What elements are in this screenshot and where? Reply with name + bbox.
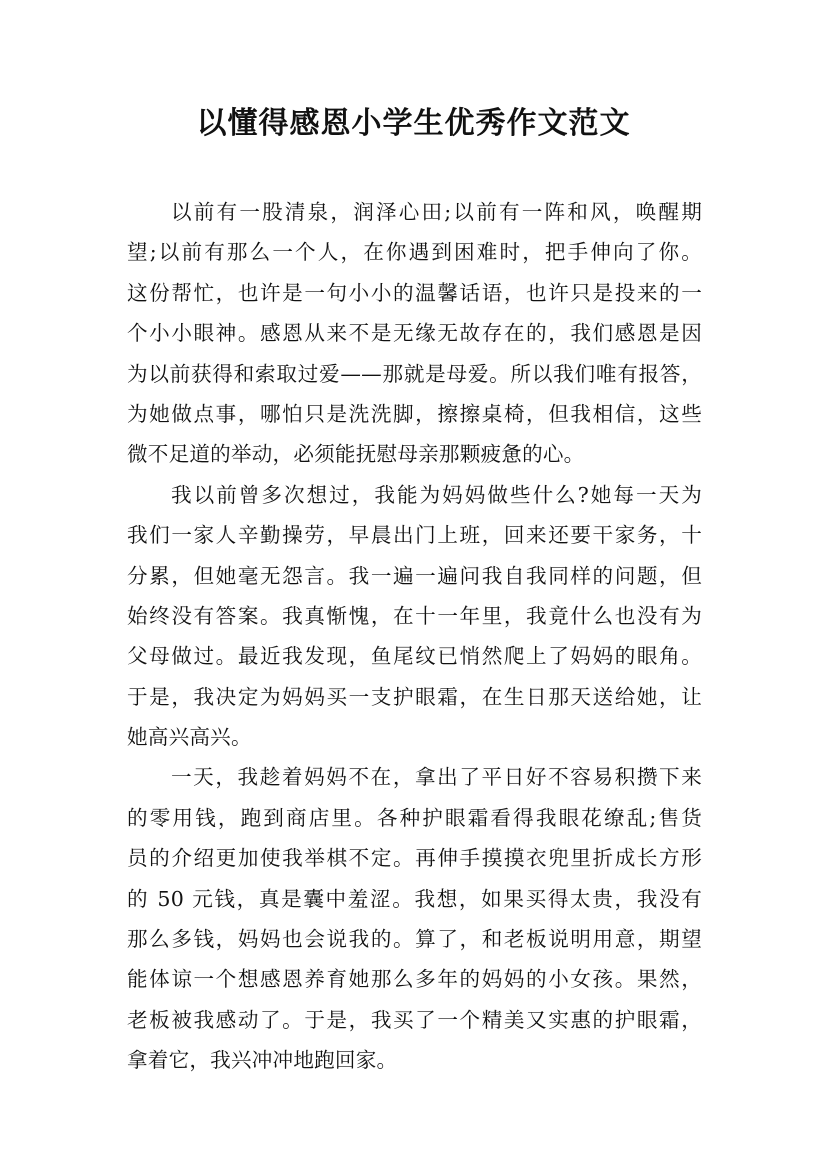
paragraph-line: 微不足道的举动，必须能抚慰母亲那颗疲惫的心。 bbox=[127, 442, 585, 467]
paragraph-line: 的零用钱，跑到商店里。各种护眼霜看得我眼花缭乱;售货 bbox=[127, 805, 702, 830]
document-title: 以懂得感恩小学生优秀作文范文 bbox=[196, 106, 631, 141]
paragraph-line: 为以前获得和索取过爱——那就是母爱。所以我们唯有报答， bbox=[127, 361, 702, 386]
paragraph-line: 拿着它，我兴冲冲地跑回家。 bbox=[127, 1048, 398, 1073]
paragraph-1 bbox=[127, 192, 702, 475]
paragraph-line: 她高兴高兴。 bbox=[127, 725, 252, 750]
paragraph-line: 望;以前有那么一个人，在你遇到困难时，把手伸向了你。 bbox=[127, 240, 702, 265]
paragraph-2 bbox=[127, 475, 702, 758]
document-body bbox=[127, 192, 702, 1081]
paragraph-line: 能体谅一个想感恩养育她那么多年的妈妈的小女孩。果然， bbox=[127, 967, 702, 992]
paragraph-line: 分累，但她毫无怨言。我一遍一遍问我自我同样的问题，但 bbox=[127, 563, 702, 588]
paragraph-line: 我们一家人辛勤操劳，早晨出门上班，回来还要干家务，十 bbox=[127, 523, 702, 548]
paragraph-line: 以前有一股清泉，润泽心田;以前有一阵和风，唤醒期 bbox=[171, 200, 702, 224]
paragraph-line: 父母做过。最近我发现，鱼尾纹已悄然爬上了妈妈的眼角。 bbox=[127, 644, 702, 669]
paragraph-line: 这份帮忙，也许是一句小小的温馨话语，也许只是投来的一 bbox=[127, 280, 702, 305]
paragraph-line: 那么多钱，妈妈也会说我的。算了，和老板说明用意，期望 bbox=[127, 927, 702, 952]
paragraph-3 bbox=[127, 757, 702, 1080]
paragraph-line: 我以前曾多次想过，我能为妈妈做些什么?她每一天为 bbox=[171, 482, 702, 507]
paragraph-line: 员的介绍更加使我举棋不定。再伸手摸摸衣兜里折成长方形 bbox=[127, 846, 702, 871]
paragraph-line: 为她做点事，哪怕只是洗洗脚，擦擦桌椅，但我相信，这些 bbox=[127, 401, 702, 426]
paragraph-line: 老板被我感动了。于是，我买了一个精美又实惠的护眼霜， bbox=[127, 1007, 702, 1032]
paragraph-line: 一天，我趁着妈妈不在，拿出了平日好不容易积攒下来 bbox=[171, 765, 702, 790]
paragraph-line: 的 50 元钱，真是囊中羞涩。我想，如果买得太贵，我没有 bbox=[127, 886, 702, 911]
paragraph-line: 始终没有答案。我真惭愧，在十一年里，我竟什么也没有为 bbox=[127, 603, 702, 628]
paragraph-line: 于是，我决定为妈妈买一支护眼霜，在生日那天送给她，让 bbox=[127, 684, 702, 709]
paragraph-line: 个小小眼神。感恩从来不是无缘无故存在的，我们感恩是因 bbox=[127, 321, 702, 346]
